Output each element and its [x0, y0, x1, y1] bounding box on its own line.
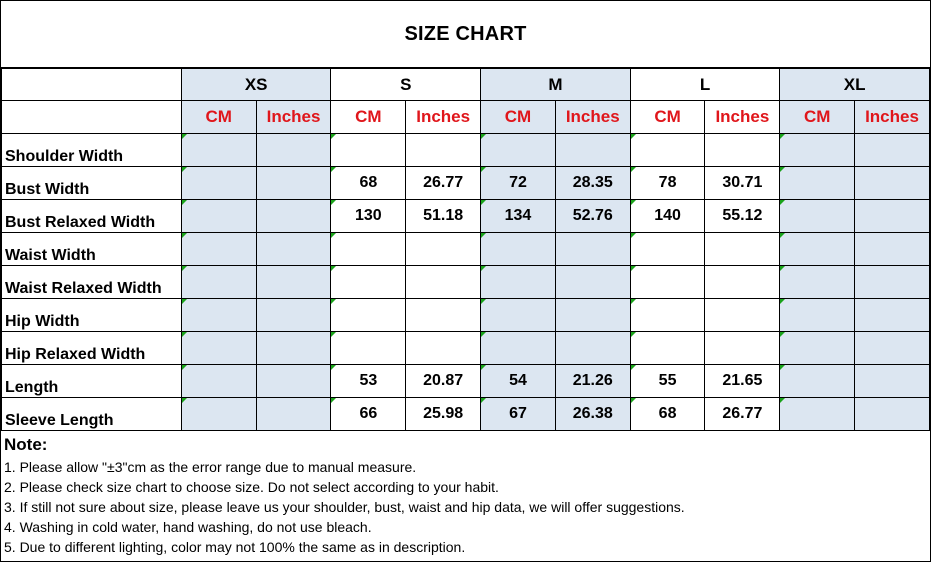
cell-marker-icon [481, 266, 486, 271]
unit-header-inches: Inches [705, 101, 780, 134]
value-cell [256, 299, 331, 332]
value-cell [181, 167, 256, 200]
size-header-s: S [331, 69, 481, 101]
cell-marker-icon [182, 134, 187, 139]
cell-marker-icon [780, 200, 785, 205]
row-label: Hip Relaxed Width [2, 332, 182, 365]
value-cell [181, 266, 256, 299]
value-cell: 28.35 [555, 167, 630, 200]
value-cell [855, 233, 930, 266]
value-cell [181, 200, 256, 233]
value-cell [855, 299, 930, 332]
value-cell [780, 332, 855, 365]
notes-title: Note: [4, 435, 48, 454]
value-cell: 52.76 [555, 200, 630, 233]
value-cell [555, 332, 630, 365]
cell-marker-icon [331, 332, 336, 337]
value-cell: 130 [331, 200, 406, 233]
unit-header-cm: CM [481, 101, 556, 134]
row-label: Waist Relaxed Width [2, 266, 182, 299]
value-cell [630, 233, 705, 266]
row-label: Hip Width [2, 299, 182, 332]
cell-marker-icon [481, 200, 486, 205]
value-cell: 25.98 [406, 398, 481, 431]
value-cell: 134 [481, 200, 556, 233]
size-header-xs: XS [181, 69, 331, 101]
value-cell: 55.12 [705, 200, 780, 233]
value-cell [181, 134, 256, 167]
value-cell: 21.26 [555, 365, 630, 398]
note-line: 4. Washing in cold water, hand washing, do not use bleach. [4, 519, 372, 535]
row-label: Length [2, 365, 182, 398]
value-cell: 68 [630, 398, 705, 431]
value-cell [256, 167, 331, 200]
value-cell: 140 [630, 200, 705, 233]
value-cell [181, 398, 256, 431]
value-cell [705, 233, 780, 266]
value-cell [555, 299, 630, 332]
value-cell [331, 233, 406, 266]
unit-header-cm: CM [780, 101, 855, 134]
cell-marker-icon [780, 398, 785, 403]
cell-marker-icon [331, 200, 336, 205]
cell-marker-icon [631, 134, 636, 139]
cell-marker-icon [182, 365, 187, 370]
value-cell [181, 332, 256, 365]
value-cell [181, 365, 256, 398]
cell-marker-icon [631, 398, 636, 403]
unit-header-cm: CM [331, 101, 406, 134]
value-cell: 53 [331, 365, 406, 398]
value-cell [406, 134, 481, 167]
value-cell [630, 299, 705, 332]
row-label: Sleeve Length [2, 398, 182, 431]
cell-marker-icon [481, 233, 486, 238]
value-cell [705, 266, 780, 299]
unit-header-inches: Inches [855, 101, 930, 134]
cell-marker-icon [481, 398, 486, 403]
size-header-m: M [481, 69, 631, 101]
value-cell [256, 200, 331, 233]
table-row [2, 266, 930, 299]
value-cell [780, 233, 855, 266]
cell-marker-icon [481, 365, 486, 370]
cell-marker-icon [331, 398, 336, 403]
cell-marker-icon [631, 167, 636, 172]
table-row [2, 365, 930, 398]
value-cell [331, 299, 406, 332]
cell-marker-icon [481, 134, 486, 139]
value-cell [331, 134, 406, 167]
value-cell: 66 [331, 398, 406, 431]
value-cell [406, 332, 481, 365]
value-cell [780, 167, 855, 200]
cell-marker-icon [780, 233, 785, 238]
cell-marker-icon [331, 233, 336, 238]
cell-marker-icon [631, 332, 636, 337]
value-cell [780, 200, 855, 233]
value-cell [481, 233, 556, 266]
value-cell [855, 332, 930, 365]
value-cell [855, 167, 930, 200]
note-line: 5. Due to different lighting, color may not 100% the same as in description. [4, 539, 466, 555]
cell-marker-icon [631, 299, 636, 304]
title-row [1, 1, 930, 68]
value-cell: 72 [481, 167, 556, 200]
cell-marker-icon [481, 167, 486, 172]
cell-marker-icon [780, 332, 785, 337]
size-table [1, 68, 930, 431]
cell-marker-icon [331, 299, 336, 304]
value-cell: 78 [630, 167, 705, 200]
size-header-l: L [630, 69, 780, 101]
table-row [2, 200, 930, 233]
value-cell: 21.65 [705, 365, 780, 398]
cell-marker-icon [631, 266, 636, 271]
value-cell: 26.77 [705, 398, 780, 431]
cell-marker-icon [631, 233, 636, 238]
cell-marker-icon [182, 167, 187, 172]
value-cell [481, 266, 556, 299]
value-cell: 68 [331, 167, 406, 200]
value-cell [705, 134, 780, 167]
cell-marker-icon [780, 299, 785, 304]
cell-marker-icon [631, 200, 636, 205]
value-cell [780, 398, 855, 431]
value-cell [406, 299, 481, 332]
corner-cell [2, 101, 182, 134]
table-row [2, 134, 930, 167]
cell-marker-icon [631, 365, 636, 370]
value-cell [780, 134, 855, 167]
value-cell: 26.38 [555, 398, 630, 431]
value-cell [630, 134, 705, 167]
value-cell [555, 134, 630, 167]
cell-marker-icon [331, 167, 336, 172]
value-cell [181, 233, 256, 266]
value-cell [331, 332, 406, 365]
unit-header-cm: CM [630, 101, 705, 134]
cell-marker-icon [780, 134, 785, 139]
value-cell [256, 134, 331, 167]
value-cell [630, 332, 705, 365]
value-cell [256, 233, 331, 266]
value-cell [406, 266, 481, 299]
value-cell [256, 332, 331, 365]
size-header-xl: XL [780, 69, 930, 101]
cell-marker-icon [182, 299, 187, 304]
cell-marker-icon [780, 365, 785, 370]
cell-marker-icon [481, 299, 486, 304]
cell-marker-icon [182, 332, 187, 337]
value-cell [181, 299, 256, 332]
table-row [2, 167, 930, 200]
value-cell: 26.77 [406, 167, 481, 200]
unit-header-inches: Inches [555, 101, 630, 134]
value-cell [855, 398, 930, 431]
cell-marker-icon [182, 398, 187, 403]
table-row [2, 299, 930, 332]
value-cell [555, 233, 630, 266]
value-cell [481, 299, 556, 332]
value-cell [406, 233, 481, 266]
value-cell: 30.71 [705, 167, 780, 200]
cell-marker-icon [331, 134, 336, 139]
cell-marker-icon [182, 266, 187, 271]
table-row [2, 398, 930, 431]
value-cell [256, 365, 331, 398]
value-cell [855, 200, 930, 233]
note-line: 1. Please allow "±3"cm as the error range due to manual measure. [4, 459, 417, 475]
value-cell [705, 332, 780, 365]
value-cell [481, 332, 556, 365]
table-row [2, 233, 930, 266]
row-label: Shoulder Width [2, 134, 182, 167]
value-cell [256, 398, 331, 431]
value-cell: 55 [630, 365, 705, 398]
value-cell [780, 365, 855, 398]
value-cell [855, 134, 930, 167]
row-label: Bust Relaxed Width [2, 200, 182, 233]
note-line: 2. Please check size chart to choose size. Do not select according to your habit. [4, 479, 499, 495]
cell-marker-icon [331, 365, 336, 370]
corner-cell [2, 69, 182, 101]
unit-header-inches: Inches [406, 101, 481, 134]
value-cell: 67 [481, 398, 556, 431]
value-cell [855, 266, 930, 299]
row-label: Bust Width [2, 167, 182, 200]
cell-marker-icon [780, 266, 785, 271]
unit-header-row [2, 101, 930, 134]
value-cell: 51.18 [406, 200, 481, 233]
value-cell [780, 299, 855, 332]
notes-section [1, 433, 930, 562]
value-cell [855, 365, 930, 398]
value-cell [256, 266, 331, 299]
value-cell: 20.87 [406, 365, 481, 398]
value-cell [331, 266, 406, 299]
cell-marker-icon [481, 332, 486, 337]
value-cell: 54 [481, 365, 556, 398]
cell-marker-icon [780, 167, 785, 172]
chart-title: SIZE CHART [404, 22, 527, 45]
cell-marker-icon [331, 266, 336, 271]
value-cell [555, 266, 630, 299]
value-cell [705, 299, 780, 332]
unit-header-cm: CM [181, 101, 256, 134]
table-row [2, 332, 930, 365]
cell-marker-icon [182, 233, 187, 238]
cell-marker-icon [182, 200, 187, 205]
row-label: Waist Width [2, 233, 182, 266]
note-line: 3. If still not sure about size, please leave us your shoulder, bust, waist and hip data, we will offer suggestions. [4, 499, 685, 515]
size-header-row [2, 69, 930, 101]
unit-header-inches: Inches [256, 101, 331, 134]
value-cell [630, 266, 705, 299]
value-cell [481, 134, 556, 167]
value-cell [780, 266, 855, 299]
